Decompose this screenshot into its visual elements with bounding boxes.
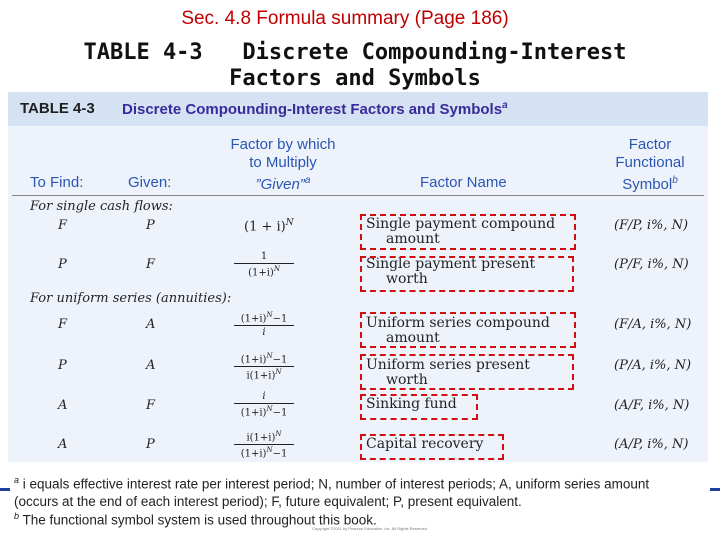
table-title: Discrete Compounding-Interest Factors and Symbols$^a$: [122, 100, 508, 118]
highlight-box: [360, 256, 574, 292]
highlight-box: [360, 312, 576, 348]
highlight-box: [360, 394, 478, 420]
header-rule: [12, 195, 704, 196]
slide-title: [0, 40, 710, 92]
slide-title-line2: Factors and Symbols: [229, 66, 481, 91]
footnote-a: $^a$ i equals effective interest rate per interest period; N, number of interest periods; A, uniform series amount (occurs at the end of each interest period); F, future equivalent; P, present equivalent.: [14, 475, 650, 509]
col-factor: Factor by which to Multiply ”Given”$^a$: [230, 136, 336, 193]
table-header-bar: [8, 92, 708, 126]
left-accent-mark: [0, 488, 10, 491]
col-factor-name: Factor Name: [420, 174, 507, 191]
table-label: TABLE 4-3: [20, 100, 95, 117]
footnote-b: $^b$ The functional symbol system is used throughout this book.: [14, 511, 377, 528]
copyright-line: Copyright ©2011 by Pearson Education, Inc. All Rights Reserved.: [312, 526, 428, 531]
table-image: TABLE 4-3 Discrete Compounding-Interest Factors and Symbols$^a$ To Find: Given: Factor by which to Multiply ”Given”$^a$ Factor Name Factor Functional Symbol$^b$ For single cash flows: For uniform series (annuities): F P $(1 + i)^N$ Single payment compound amount (F/P, i%, N) P F $\frac{1}{(1+i)^N}$ Single payment present worth (P/F, i%, N) F A $\frac{(1+i)^N-1}{i}$ Uniform series compound amount (F/A, i%, N) P A $\frac{(1+i)^N-1}{i(1+i)^N}$ Uniform series present worth (P/A, i%, N) A F $\frac{i}{(1+i)^N-1}$ Sinking fund (A/F, i%, N) A P $\frac{i(1+i)^N}{(1+i)^N-1}$ Capital recovery (A/P, i%, N): [8, 92, 708, 462]
col-symbol: Factor Functional Symbol$^b$: [615, 136, 685, 193]
highlight-box: [360, 434, 504, 460]
highlight-box: [360, 214, 576, 250]
section-single: For single cash flows:: [30, 199, 173, 214]
slide-title-line1: TABLE 4-3 Discrete Compounding-Interest: [83, 40, 627, 65]
section-uniform: For uniform series (annuities):: [30, 291, 232, 306]
highlight-box: [360, 354, 574, 390]
slide-subtitle: Sec. 4.8 Formula summary (Page 186): [181, 8, 509, 29]
col-given: Given:: [128, 174, 172, 191]
col-to-find: To Find:: [30, 174, 84, 191]
right-accent-mark: [710, 488, 720, 491]
